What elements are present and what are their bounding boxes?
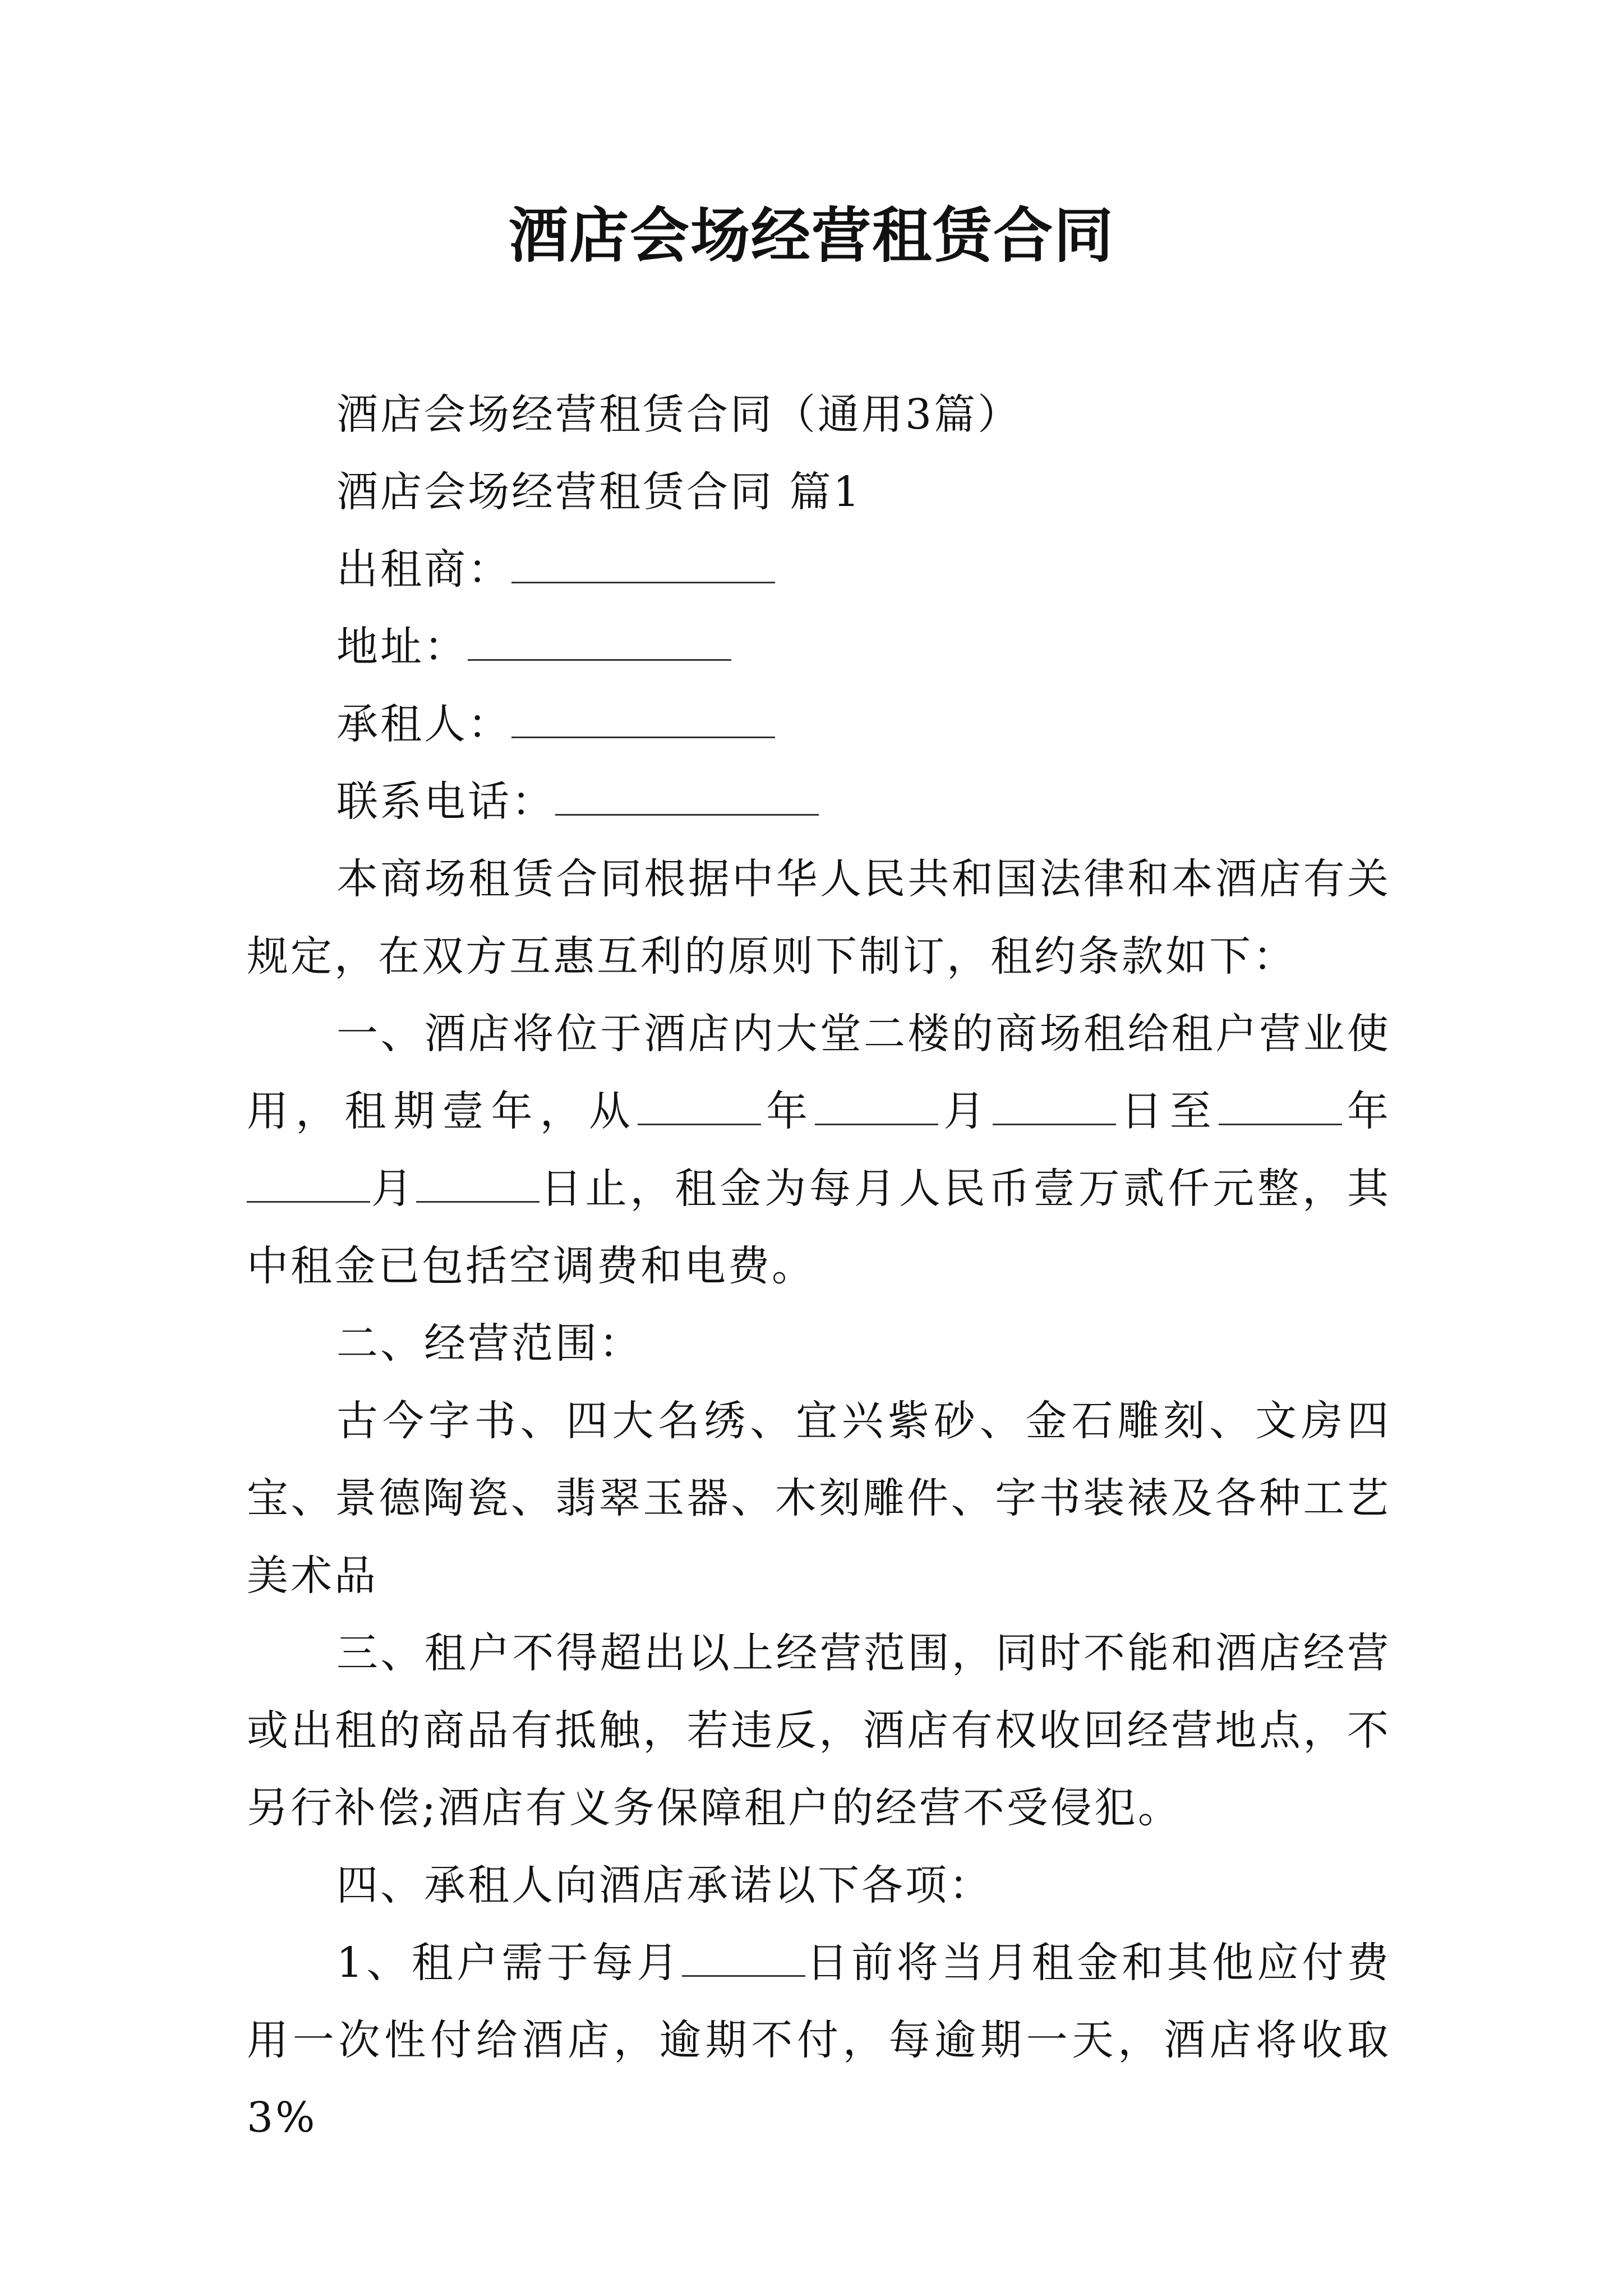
lessor-field bbox=[247, 531, 1391, 608]
clause-2-heading: 二、经营范围： bbox=[336, 1319, 643, 1368]
phone-field bbox=[247, 763, 1391, 840]
document-title: 酒店会场经营租赁合同 bbox=[509, 200, 1114, 270]
clause-3: 三、租户不得超出以上经营范围，同时不能和酒店经营或出租的商品有抵触，若违反，酒店有权收回经营地点，不另行补偿;酒店有义务保障租户的经营不受侵犯。 bbox=[247, 1629, 1391, 1832]
end-year-blank bbox=[1219, 1089, 1342, 1125]
phone-blank bbox=[555, 779, 819, 816]
address-blank bbox=[468, 624, 731, 661]
clause-1-year-1: 年 bbox=[761, 1087, 815, 1135]
clause-1-year-2: 年 bbox=[1341, 1087, 1391, 1135]
start-year-blank bbox=[638, 1089, 761, 1125]
clause-1-day-to: 日至 bbox=[1115, 1087, 1219, 1135]
clause-4-item-1-text-a: 1、租户需于每月 bbox=[336, 1939, 682, 1987]
clause-1-text-a: 一、酒店将位于酒店内大堂二楼的商场租给租户营业使用，租期壹年，从 bbox=[247, 1010, 1391, 1135]
clause-4-heading: 四、承租人向酒店承诺以下各项： bbox=[336, 1861, 993, 1910]
start-day-blank bbox=[993, 1089, 1116, 1125]
address-field bbox=[247, 608, 1391, 685]
phone-label: 联系电话： bbox=[336, 777, 555, 826]
lessor-label: 出租商： bbox=[336, 545, 511, 593]
end-day-blank bbox=[416, 1166, 540, 1203]
clause-1-text-b: 日止，租金为每月人民币壹万贰仟元整，其中租金已包括空调费和电费。 bbox=[247, 1165, 1391, 1290]
end-month-blank bbox=[247, 1166, 370, 1203]
clause-1-month-1: 月 bbox=[938, 1087, 993, 1135]
payment-day-blank bbox=[682, 1940, 805, 1977]
lessor-blank bbox=[511, 547, 775, 583]
document-body bbox=[247, 376, 1391, 2156]
clause-4-item-1-text-b: 日前将当月租金和其他应付费用一次性付给酒店，逾期不付，每逾期一天，酒店将收取3% bbox=[247, 1939, 1391, 2142]
lessee-label: 承租人： bbox=[336, 700, 511, 748]
lessee-blank bbox=[511, 702, 775, 738]
address-label: 地址： bbox=[336, 623, 468, 671]
clause-2-body: 古今字书、四大名绣、宜兴紫砂、金石雕刻、文房四宝、景德陶瓷、翡翠玉器、木刻雕件、字书装裱及各种工艺美术品 bbox=[247, 1397, 1391, 1600]
clause-4-item-1 bbox=[247, 1924, 1391, 2156]
start-month-blank bbox=[815, 1089, 938, 1125]
section-heading: 酒店会场经营租赁合同 篇1 bbox=[336, 468, 862, 516]
document-subtitle: 酒店会场经营租赁合同（通用3篇） bbox=[336, 390, 1022, 439]
intro-paragraph: 本商场租赁合同根据中华人民共和国法律和本酒店有关规定，在双方互惠互利的原则下制订，租约条款如下： bbox=[247, 855, 1391, 981]
clause-1 bbox=[247, 995, 1391, 1305]
lessee-field bbox=[247, 685, 1391, 763]
clause-1-month-2: 月 bbox=[370, 1165, 416, 1213]
